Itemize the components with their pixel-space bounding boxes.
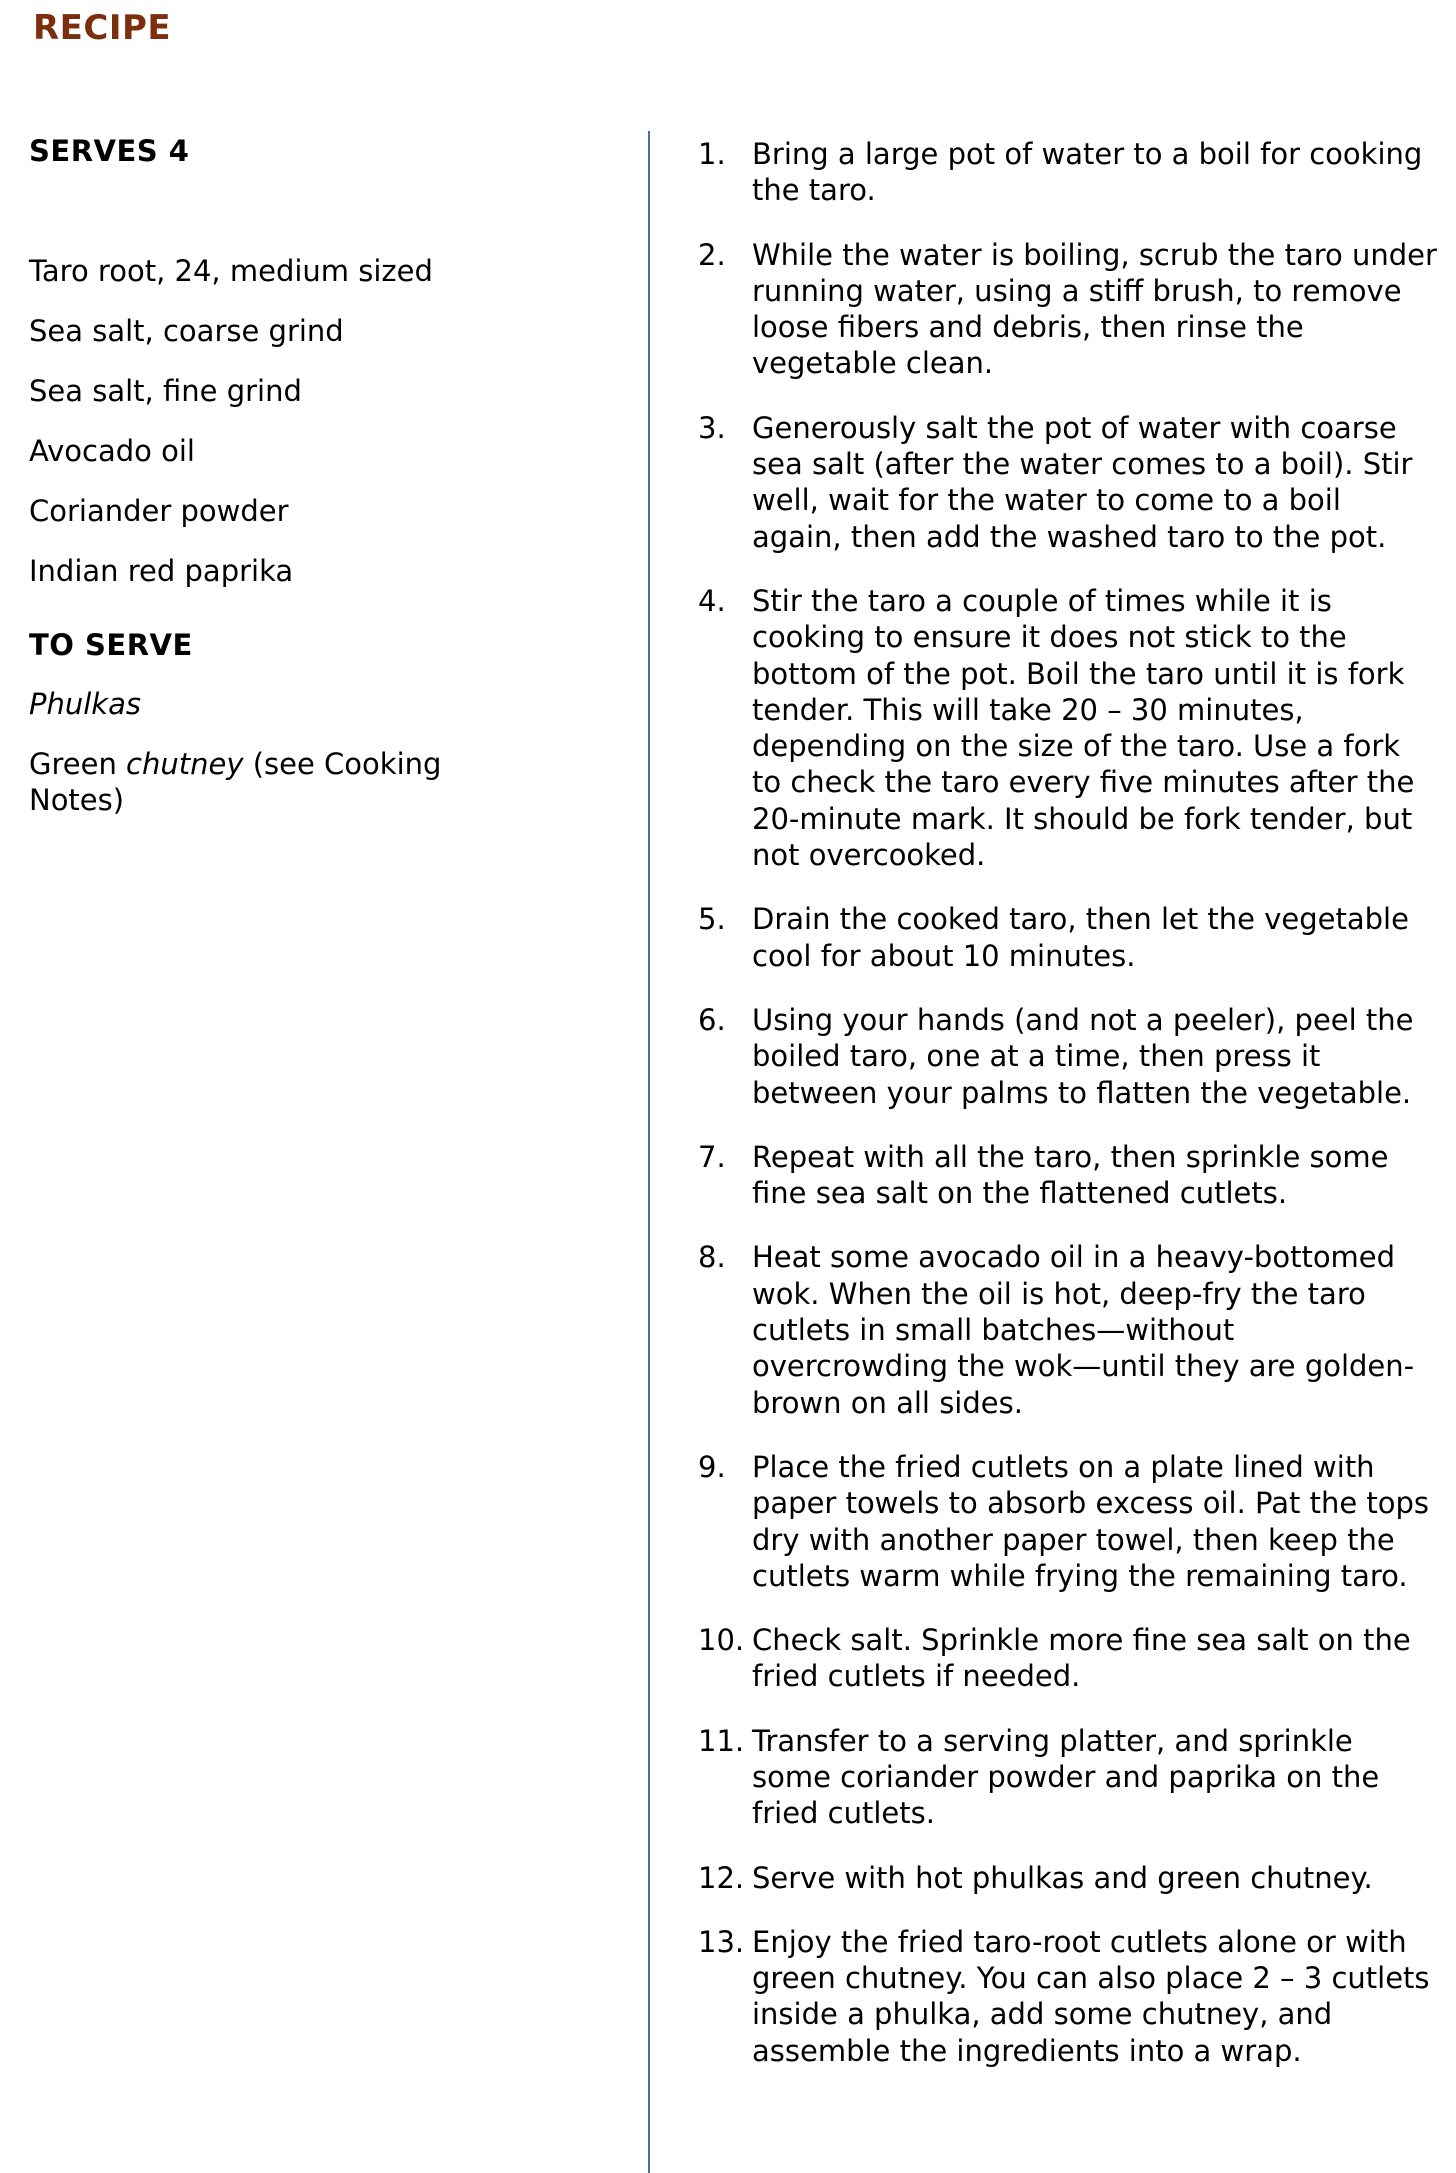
serve-item-text: Green bbox=[29, 747, 127, 781]
step-item bbox=[698, 901, 1438, 974]
step-number: 10. bbox=[698, 1623, 745, 1658]
step-text: While the water is boiling, scrub the taro under running water, using a stiff brush, to remove loose fibers and debris, then rinse the vegetable clean. bbox=[752, 237, 1437, 381]
column-divider bbox=[648, 131, 650, 2173]
step-number: 2. bbox=[698, 237, 726, 272]
step-number: 5. bbox=[698, 902, 726, 937]
step-number: 7. bbox=[698, 1139, 726, 1174]
step-number: 1. bbox=[698, 137, 726, 171]
step-number: 9. bbox=[698, 1449, 726, 1484]
step-item bbox=[698, 583, 1438, 873]
step-text: Bring a large pot of water to a boil for cooking the taro. bbox=[752, 137, 1423, 208]
step-number: 8. bbox=[698, 1240, 726, 1275]
ingredient-item: Avocado oil bbox=[29, 434, 195, 468]
step-item bbox=[698, 136, 1438, 209]
step-item bbox=[698, 1139, 1438, 1212]
step-text: Repeat with all the taro, then sprinkle some fine sea salt on the flattened cutlets. bbox=[752, 1139, 1389, 1211]
step-item bbox=[698, 1449, 1438, 1594]
ingredient-item: Sea salt, coarse grind bbox=[29, 314, 344, 348]
step-item bbox=[698, 1860, 1438, 1896]
step-text: Generously salt the pot of water with coarse sea salt (after the water comes to a boil). Stir well, wait for the water to come to a boil again, then add the washed taro to the pot. bbox=[752, 410, 1413, 554]
ingredient-item: Sea salt, fine grind bbox=[29, 374, 302, 408]
ingredient-list bbox=[29, 253, 629, 613]
step-text: Place the fried cutlets on a plate lined with paper towels to absorb excess oil. Pat the tops dry with another paper towel, then keep the cutlets warm while frying the remaining taro. bbox=[752, 1449, 1430, 1593]
step-text: Transfer to a serving platter, and sprinkle some coriander powder and paprika on the fried cutlets. bbox=[752, 1723, 1380, 1831]
step-item bbox=[698, 1239, 1438, 1420]
ingredient-item: Indian red paprika bbox=[29, 554, 294, 588]
step-text: Stir the taro a couple of times while it is cooking to ensure it does not stick to the bottom of the pot. Boil the taro until it is fork tender. This will take 20 – 30 minutes, depending on the size of the taro. Use a fork to check the taro every five minutes after the 20-minute mark. It should be fork tender, but not overcooked. bbox=[752, 583, 1415, 873]
step-item bbox=[698, 1622, 1438, 1695]
serve-item-text: (see Cooking Notes) bbox=[29, 747, 442, 817]
step-number: 6. bbox=[698, 1002, 726, 1037]
ingredients-column bbox=[29, 134, 629, 817]
ingredient-item: Taro root, 24, medium sized bbox=[29, 254, 433, 288]
step-item bbox=[698, 1924, 1438, 2069]
serves-heading: SERVES 4 bbox=[29, 134, 190, 168]
step-text: Drain the cooked taro, then let the vegetable cool for about 10 minutes. bbox=[752, 902, 1409, 973]
instruction-steps bbox=[698, 136, 1438, 2097]
serve-item-italic: chutney bbox=[126, 747, 244, 781]
ingredient-item: Coriander powder bbox=[29, 494, 289, 528]
step-text: Check salt. Sprinkle more fine sea salt on the fried cutlets if needed. bbox=[752, 1623, 1411, 1694]
step-text: Using your hands (and not a peeler), peel the boiled taro, one at a time, then press it between your palms to flatten the vegetable. bbox=[752, 1002, 1414, 1110]
to-serve-list bbox=[29, 686, 509, 842]
step-text: Serve with hot phulkas and green chutney. bbox=[752, 1860, 1373, 1895]
serve-item bbox=[29, 746, 509, 818]
step-number: 13. bbox=[698, 1924, 745, 1959]
step-number: 12. bbox=[698, 1860, 745, 1895]
step-text: Heat some avocado oil in a heavy-bottomed wok. When the oil is hot, deep-fry the taro cutlets in small batches—without overcrowding the wok—until they are golden-brown on all sides. bbox=[752, 1240, 1415, 1420]
step-item bbox=[698, 1002, 1438, 1111]
page-title: RECIPE bbox=[33, 8, 172, 48]
serve-item bbox=[29, 686, 509, 722]
to-serve-heading: TO SERVE bbox=[29, 628, 193, 662]
step-item bbox=[698, 410, 1438, 555]
step-number: 11. bbox=[698, 1723, 745, 1758]
step-item bbox=[698, 1723, 1438, 1832]
serve-item-italic: Phulkas bbox=[29, 687, 141, 721]
step-number: 3. bbox=[698, 410, 726, 445]
step-number: 4. bbox=[698, 583, 726, 618]
step-text: Enjoy the fried taro-root cutlets alone or with green chutney. You can also place 2 – 3 cutlets inside a phulka, add some chutney, and assemble the ingredients into a wrap. bbox=[752, 1924, 1430, 2068]
step-item bbox=[698, 237, 1438, 382]
